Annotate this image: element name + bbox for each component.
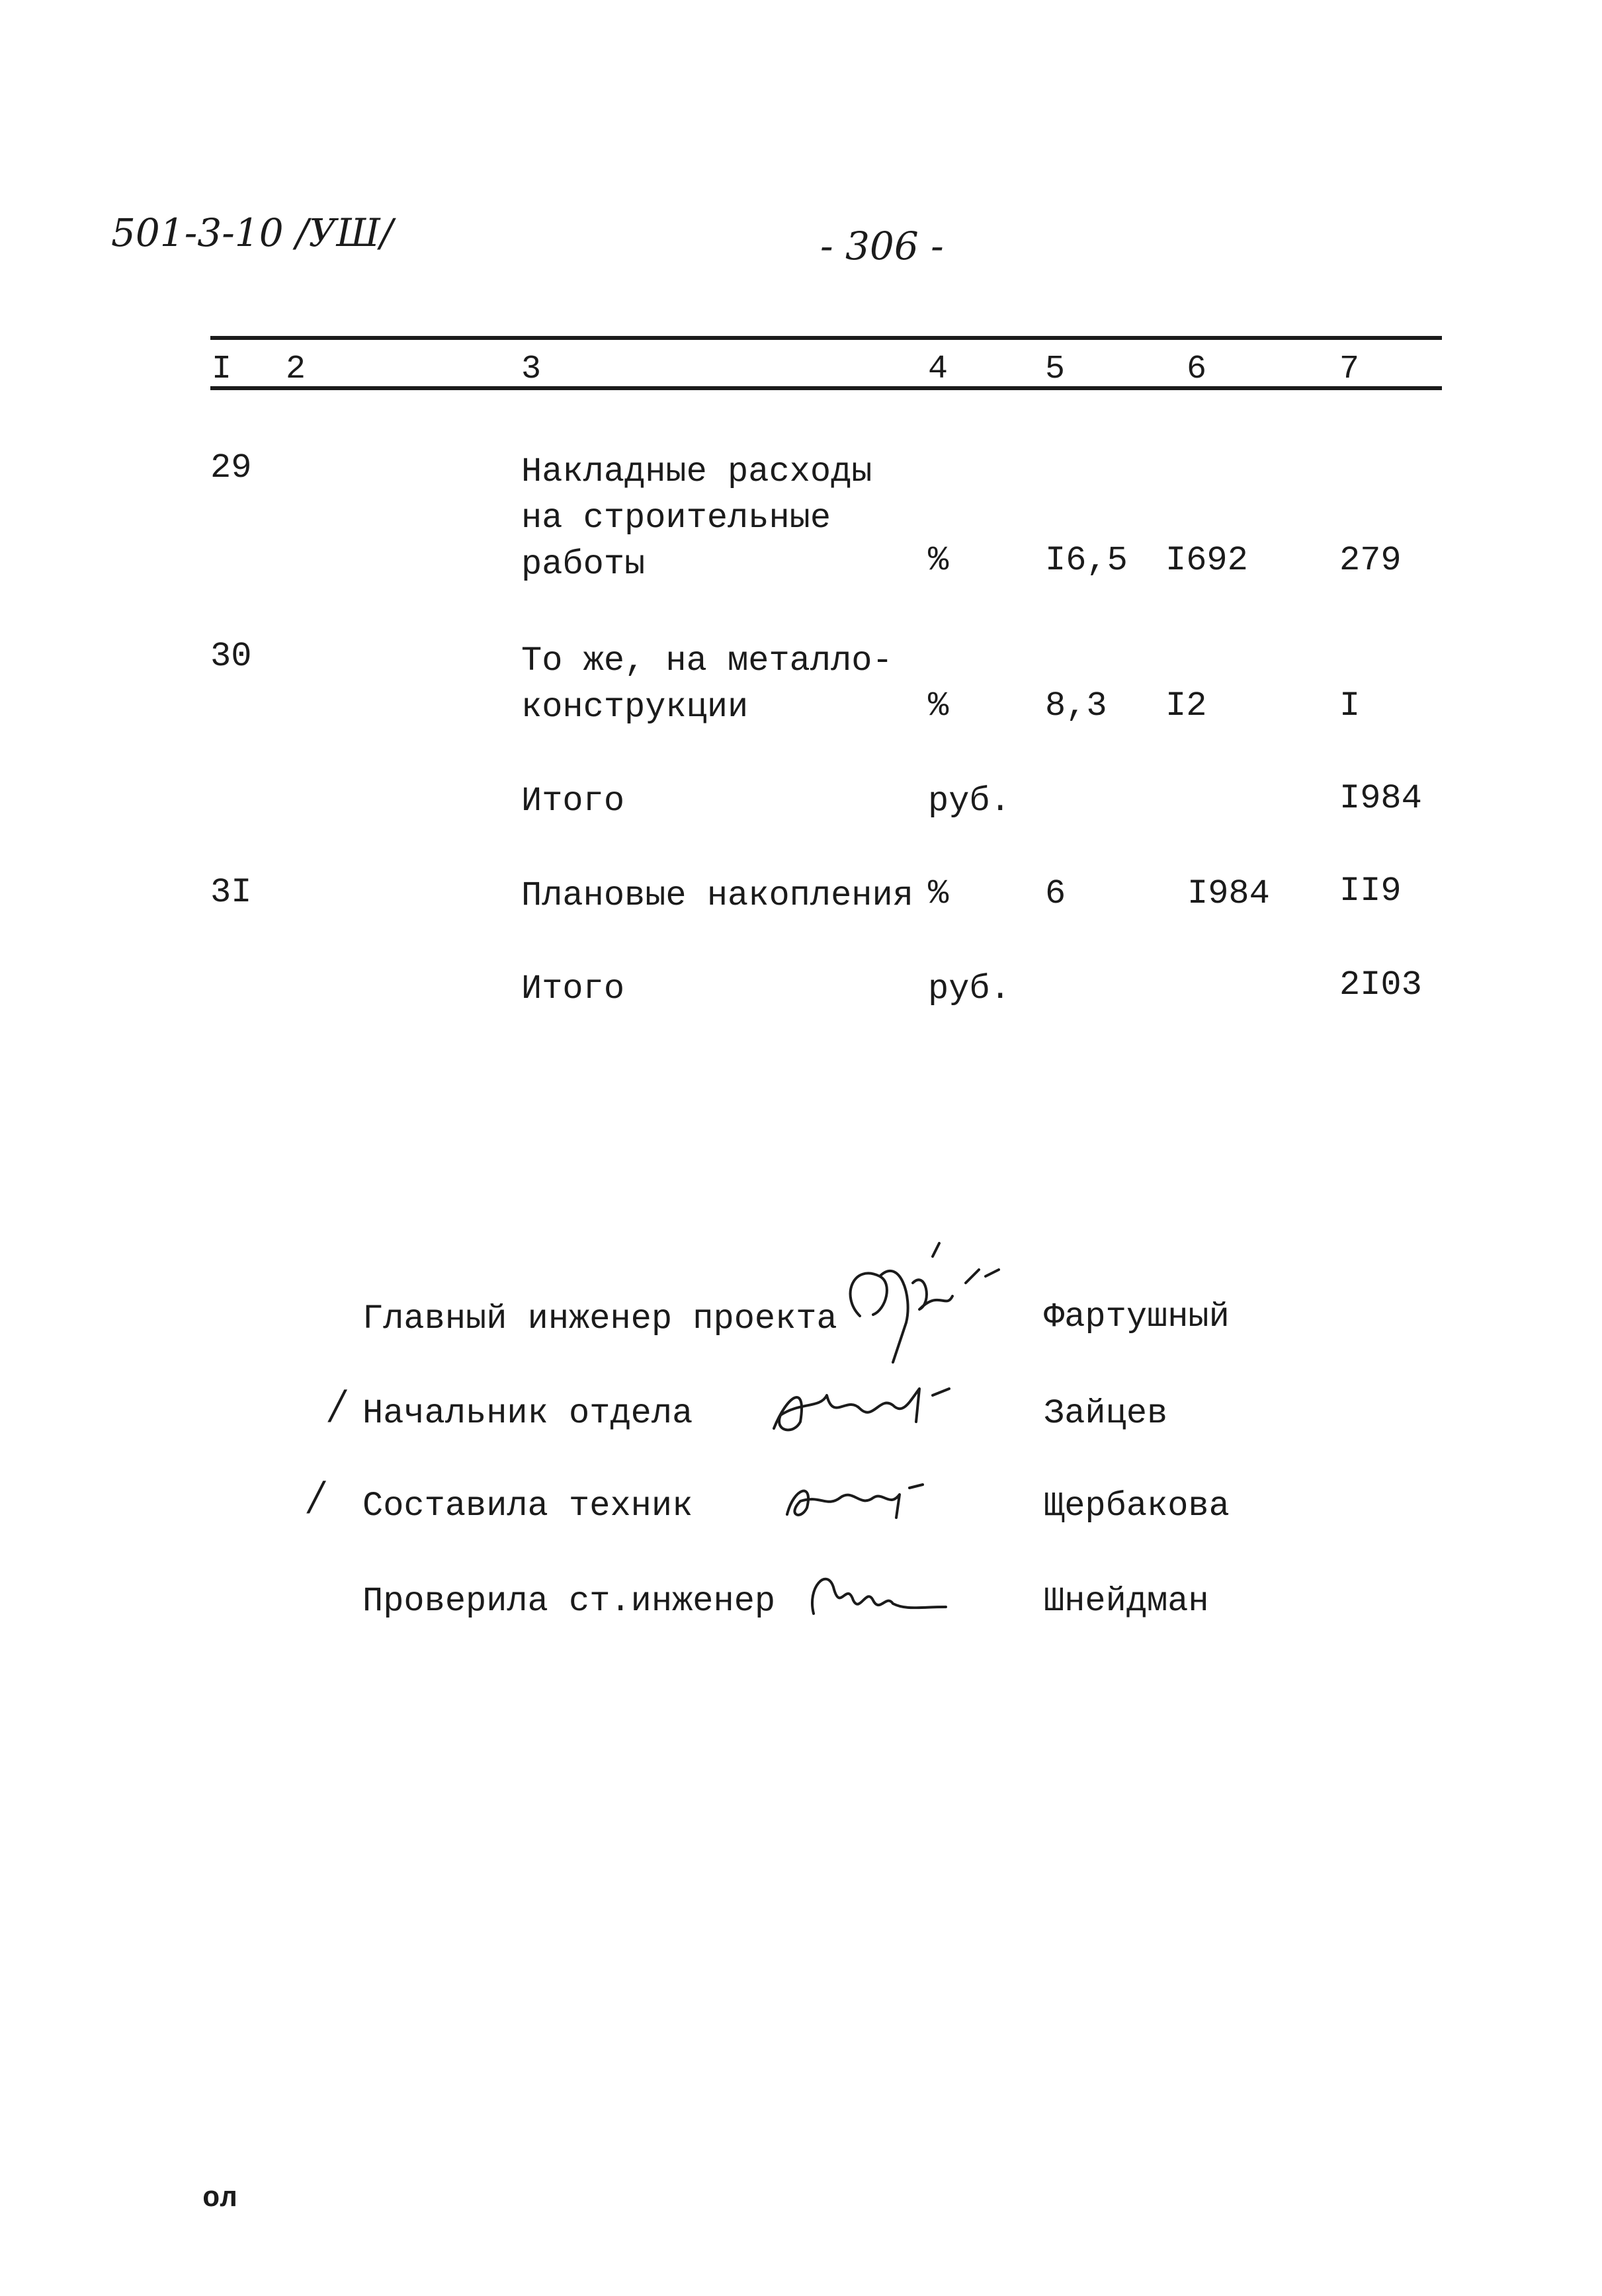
table-row-unit: руб. (928, 782, 1011, 821)
table-row-name-line: на строительные (521, 499, 831, 538)
table-row-name-line: Накладные расходы (521, 452, 872, 491)
table-row-name-line: Итого (521, 969, 625, 1008)
table-row-amount: I984 (1339, 779, 1422, 818)
table-row-base: I692 (1165, 541, 1248, 580)
column-header-1: I (212, 350, 232, 388)
signature-scribble-senior-engineer (794, 1561, 952, 1627)
signature-scribble-technician (774, 1468, 933, 1528)
signature-name: Фартушный (1044, 1297, 1230, 1336)
column-header-2: 2 (286, 350, 306, 388)
document-code: 501-3-10 /УШ/ (111, 210, 394, 255)
column-header-4: 4 (928, 350, 949, 388)
column-header-7: 7 (1339, 350, 1360, 388)
table-row-num: 3I (210, 873, 252, 912)
table-row-amount: I (1339, 686, 1361, 725)
table-row-name-line: конструкции (521, 688, 749, 727)
table-row-unit: руб. (928, 969, 1011, 1008)
table-row-rate: 6 (1045, 874, 1066, 913)
signature-scribble-department-head (761, 1369, 959, 1442)
table-row-name-line: Итого (521, 782, 625, 821)
signature-role: Начальник отдела (362, 1394, 693, 1433)
table-row-name-line: Плановые накопления (521, 876, 913, 915)
signature-name: Зайцев (1044, 1394, 1168, 1433)
column-header-6: 6 (1187, 350, 1207, 388)
table-row-num: 30 (210, 637, 252, 676)
signature-role: Главный инженер проекта (362, 1299, 837, 1338)
table-row-unit: % (928, 874, 949, 913)
table-row-amount: II9 (1339, 872, 1402, 911)
signature-scribble-chief-engineer (833, 1237, 1005, 1369)
approval-tick: / (310, 1473, 323, 1520)
table-row-num: 29 (210, 448, 252, 487)
table-row-amount: 279 (1339, 541, 1402, 580)
table-row-rate: I6,5 (1045, 541, 1128, 580)
table-row-name-line: работы (521, 545, 646, 584)
table-row-base: I984 (1187, 874, 1270, 913)
signature-name: Щербакова (1044, 1487, 1230, 1526)
column-header-3: 3 (521, 350, 542, 388)
table-header-rule (210, 386, 1442, 390)
table-row-rate: 8,3 (1045, 686, 1107, 725)
signature-name: Шнейдман (1044, 1582, 1209, 1621)
table-row-unit: % (928, 686, 949, 725)
column-header-5: 5 (1045, 350, 1066, 388)
table-row-base: I2 (1165, 686, 1207, 725)
table-top-rule (210, 336, 1442, 340)
signature-role: Составила техник (362, 1487, 693, 1526)
signature-role: Проверила ст.инженер (362, 1582, 776, 1621)
page-number: - 306 - (820, 224, 944, 268)
table-row-name-line: То же, на металло- (521, 641, 893, 680)
table-row-unit: % (928, 541, 949, 580)
approval-tick: / (331, 1382, 345, 1428)
footer-mark: ол (202, 2182, 237, 2215)
table-row-amount: 2I03 (1339, 965, 1422, 1004)
